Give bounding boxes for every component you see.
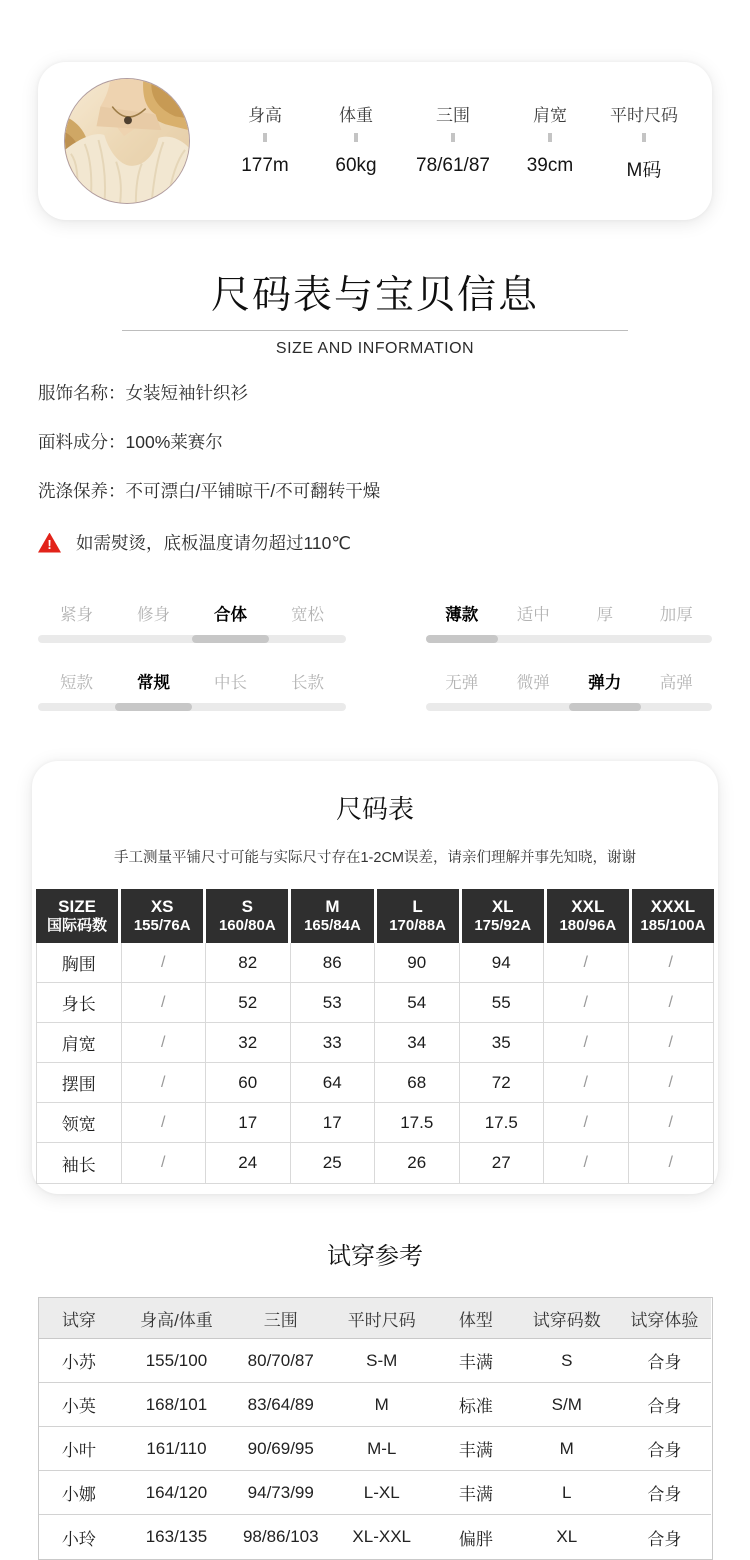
scale-option: 宽松 — [291, 606, 324, 624]
size-header-cell — [462, 889, 544, 943]
tryon-cell: 丰满 — [436, 1339, 517, 1383]
size-header-size: L — [412, 897, 423, 916]
scale-option: 厚 — [596, 606, 613, 624]
tryon-cell: 丰满 — [436, 1471, 517, 1515]
warning-triangle-icon — [38, 533, 61, 553]
size-header-spec: 170/88A — [389, 917, 446, 935]
scale-option: 高弹 — [659, 674, 693, 692]
size-header-cell — [377, 889, 459, 943]
size-chart-title: 尺码表 — [335, 794, 414, 824]
tryon-cell: S — [516, 1339, 617, 1383]
tryon-cell: 168/101 — [119, 1383, 233, 1427]
size-header-spec: 国际码数 — [47, 917, 108, 935]
size-cell: 33 — [291, 1023, 376, 1063]
scale-option: 中长 — [214, 674, 247, 692]
tryon-cell: XL-XXL — [352, 1527, 411, 1546]
size-header-size: S — [241, 897, 253, 916]
scale-length — [38, 669, 346, 711]
size-row-label: 领宽 — [37, 1103, 122, 1143]
size-table-body — [36, 943, 714, 1184]
size-cell: / — [544, 1143, 629, 1183]
model-photo-illustration — [65, 79, 189, 203]
model-stat — [416, 101, 490, 182]
stat-value: 78/61/87 — [416, 154, 490, 176]
size-cell: 53 — [291, 983, 376, 1023]
scale-option: 适中 — [516, 606, 550, 624]
size-table-row — [37, 1063, 713, 1103]
tryon-cell: 90/69/95 — [234, 1427, 328, 1471]
stat-tick-icon — [451, 133, 455, 142]
size-row-label: 袖长 — [37, 1143, 122, 1183]
scale-option: 紧身 — [60, 606, 93, 624]
size-cell: 94 — [460, 943, 545, 983]
model-stat — [610, 101, 678, 182]
size-cell: 32 — [206, 1023, 291, 1063]
size-cell: 34 — [375, 1023, 460, 1063]
stat-value: 39cm — [526, 154, 574, 176]
size-cell: / — [629, 983, 714, 1023]
stat-label: 体重 — [339, 105, 373, 125]
stat-value: M码 — [626, 159, 662, 181]
product-info-row — [38, 380, 712, 405]
stat-value: 177m — [241, 154, 289, 176]
model-stat — [325, 101, 387, 182]
scale-option: 加厚 — [659, 606, 693, 624]
scale-indicator — [426, 635, 498, 643]
size-row-label: 胸围 — [37, 943, 122, 983]
scale-indicator — [115, 703, 192, 711]
size-header-cell — [206, 889, 288, 943]
size-cell: 54 — [375, 983, 460, 1023]
tryon-title: 试穿参考 — [327, 1243, 423, 1270]
stat-tick-icon — [548, 133, 552, 142]
ironing-warning — [38, 530, 712, 555]
info-label: 面料成分： — [38, 432, 126, 452]
stat-label: 肩宽 — [532, 105, 567, 125]
size-cell: 24 — [206, 1143, 291, 1183]
scale-labels — [426, 601, 712, 625]
tryon-header-cell: 三围 — [234, 1298, 328, 1339]
page-title: 尺码表与宝贝信息 — [210, 274, 539, 317]
size-row-label: 肩宽 — [37, 1023, 122, 1063]
size-cell: 27 — [460, 1143, 545, 1183]
tryon-row — [39, 1383, 712, 1427]
size-table-row — [37, 943, 713, 983]
tryon-cell: 小叶 — [39, 1427, 120, 1471]
tryon-cell: S/M — [516, 1383, 617, 1427]
stat-label: 身高 — [248, 105, 282, 125]
size-row-label: 摆围 — [37, 1063, 122, 1103]
scale-option: 短款 — [60, 674, 93, 692]
size-cell: 90 — [375, 943, 460, 983]
tryon-cell: 164/120 — [119, 1471, 233, 1515]
size-header-size: XS — [150, 897, 174, 916]
info-value: 不可漂白/平铺晾干/不可翻转干燥 — [125, 481, 381, 501]
info-value: 女装短袖针织衫 — [125, 383, 248, 403]
size-cell: / — [544, 1063, 629, 1103]
tryon-row — [39, 1339, 712, 1383]
size-header-cell — [547, 889, 629, 943]
scale-option: 长款 — [291, 674, 324, 692]
size-cell: / — [122, 1103, 207, 1143]
size-chart-note: 手工测量平铺尺寸可能与实际尺寸存在1-2CM误差，请亲们理解并事先知晓，谢谢 — [113, 850, 636, 866]
size-table-row — [37, 1143, 713, 1183]
size-cell: / — [122, 943, 207, 983]
size-header-spec: 165/84A — [304, 917, 361, 935]
tryon-cell: 80/70/87 — [234, 1339, 328, 1383]
tryon-header-cell: 体型 — [436, 1298, 517, 1339]
size-cell: 26 — [375, 1143, 460, 1183]
scale-labels — [38, 669, 346, 693]
scale-option: 合体 — [214, 606, 247, 624]
tryon-cell: 小英 — [39, 1383, 120, 1427]
tryon-header-cell: 试穿体验 — [617, 1298, 711, 1339]
tryon-cell: 155/100 — [119, 1339, 233, 1383]
stat-tick-icon — [263, 133, 267, 142]
model-stat — [519, 101, 581, 182]
tryon-header-cell: 平时尺码 — [328, 1298, 436, 1339]
scale-option: 微弹 — [516, 674, 550, 692]
tryon-row — [39, 1427, 712, 1471]
tryon-cell: 小娜 — [39, 1471, 120, 1515]
size-header-cell — [291, 889, 373, 943]
tryon-cell: 合身 — [617, 1471, 711, 1515]
tryon-cell: 丰满 — [436, 1427, 517, 1471]
size-cell: 35 — [460, 1023, 545, 1063]
size-header-spec: 160/80A — [218, 917, 276, 935]
size-header-size: SIZE — [58, 897, 96, 916]
size-cell: 55 — [460, 983, 545, 1023]
size-header-spec: 185/100A — [640, 917, 706, 935]
scale-elasticity — [426, 669, 712, 711]
size-header-size: XL — [491, 897, 514, 916]
size-header-cell — [632, 889, 714, 943]
info-value: 100%莱赛尔 — [125, 432, 223, 452]
tryon-cell: S-M — [328, 1339, 436, 1383]
size-cell: / — [668, 1154, 673, 1171]
scale-track — [426, 635, 712, 643]
size-cell: / — [122, 983, 207, 1023]
tryon-row — [39, 1515, 712, 1559]
scale-indicator — [192, 635, 269, 643]
size-header-cell — [121, 889, 203, 943]
tryon-cell: 合身 — [617, 1339, 711, 1383]
model-stat — [234, 101, 296, 182]
info-label: 服饰名称： — [38, 383, 126, 403]
size-header-cell — [36, 889, 118, 943]
size-table-row — [37, 983, 713, 1023]
scale-option: 薄款 — [445, 606, 479, 624]
section-header — [0, 264, 750, 358]
stat-tick-icon — [354, 133, 358, 142]
size-cell: / — [122, 1023, 207, 1063]
scale-track — [426, 703, 712, 711]
scale-option: 修身 — [137, 606, 170, 624]
tryon-cell: 偏胖 — [458, 1529, 493, 1549]
size-cell: 17.5 — [460, 1103, 545, 1143]
size-row-label: 身长 — [37, 983, 122, 1023]
scale-option: 无弹 — [445, 674, 479, 692]
stat-value: 60kg — [335, 154, 377, 176]
scale-option: 常规 — [137, 674, 170, 692]
tryon-header-cell: 试穿 — [39, 1298, 120, 1339]
size-header-size: M — [325, 897, 340, 916]
size-header-size: XXL — [571, 897, 605, 916]
tryon-cell: 合身 — [617, 1383, 711, 1427]
size-cell: / — [544, 943, 629, 983]
size-header-spec: 155/76A — [133, 917, 191, 935]
size-cell: / — [629, 1023, 714, 1063]
info-label: 洗涤保养： — [38, 481, 126, 501]
size-cell: 86 — [291, 943, 376, 983]
model-photo — [64, 78, 190, 204]
tryon-cell: 83/64/89 — [234, 1383, 328, 1427]
size-cell: 72 — [460, 1063, 545, 1103]
scale-track — [38, 635, 346, 643]
size-cell: / — [629, 943, 714, 983]
size-cell: / — [629, 1063, 714, 1103]
size-chart-card — [32, 761, 718, 1194]
size-table-row — [37, 1023, 713, 1063]
stat-tick-icon — [642, 133, 646, 142]
size-cell: 25 — [291, 1143, 376, 1183]
size-cell: 82 — [206, 943, 291, 983]
scale-fit — [38, 601, 346, 643]
size-cell: / — [544, 983, 629, 1023]
size-cell: 17.5 — [375, 1103, 460, 1143]
size-table-row — [37, 1103, 713, 1143]
page-subtitle: SIZE AND INFORMATION — [275, 340, 475, 357]
size-cell: / — [544, 1023, 629, 1063]
tryon-cell: L-XL — [328, 1471, 436, 1515]
scale-thickness — [426, 601, 712, 643]
scale-indicator — [569, 703, 641, 711]
fit-scales — [38, 601, 712, 711]
stat-label: 平时尺码 — [609, 105, 678, 125]
tryon-cell: 小玲 — [61, 1529, 96, 1549]
tryon-header-cell: 试穿码数 — [516, 1298, 617, 1339]
tryon-cell: 合身 — [617, 1427, 711, 1471]
title-divider — [122, 330, 628, 331]
size-cell: 17 — [291, 1103, 376, 1143]
tryon-row — [39, 1471, 712, 1515]
scale-labels — [426, 669, 712, 693]
tryon-cell: 标准 — [436, 1383, 517, 1427]
tryon-cell: M-L — [328, 1427, 436, 1471]
size-cell: / — [122, 1143, 207, 1183]
scale-labels — [38, 601, 346, 625]
model-info-card — [38, 62, 712, 220]
size-cell: / — [629, 1103, 714, 1143]
product-info — [38, 380, 712, 555]
size-header-size: XXXL — [650, 897, 696, 916]
tryon-cell: 98/86/103 — [242, 1527, 319, 1546]
tryon-cell: M — [328, 1383, 436, 1427]
tryon-header-row — [39, 1298, 712, 1339]
size-cell: / — [122, 1063, 207, 1103]
product-info-row — [38, 429, 712, 454]
size-cell: 52 — [206, 983, 291, 1023]
size-cell: / — [544, 1103, 629, 1143]
size-header-spec: 180/96A — [559, 917, 617, 935]
size-header-spec: 175/92A — [474, 917, 532, 935]
tryon-cell: 合身 — [647, 1529, 682, 1549]
tryon-cell: 163/135 — [145, 1527, 208, 1546]
scale-track — [38, 703, 346, 711]
tryon-cell: 小苏 — [39, 1339, 120, 1383]
product-info-row — [38, 478, 712, 503]
stat-label: 三围 — [435, 105, 470, 125]
tryon-cell: 161/110 — [119, 1427, 233, 1471]
tryon-table — [38, 1297, 713, 1560]
tryon-cell: L — [516, 1471, 617, 1515]
size-cell: 17 — [206, 1103, 291, 1143]
tryon-cell: 94/73/99 — [234, 1471, 328, 1515]
size-cell: 64 — [291, 1063, 376, 1103]
model-stats — [190, 101, 712, 182]
size-table-header — [36, 889, 714, 943]
warning-text: 如需熨烫，底板温度请勿超过110℃ — [76, 533, 352, 553]
tryon-cell: XL — [556, 1527, 578, 1546]
scale-option: 弹力 — [588, 674, 622, 692]
tryon-header-cell: 身高/体重 — [119, 1298, 233, 1339]
size-cell: 60 — [206, 1063, 291, 1103]
tryon-cell: M — [516, 1427, 617, 1471]
size-cell: 68 — [375, 1063, 460, 1103]
